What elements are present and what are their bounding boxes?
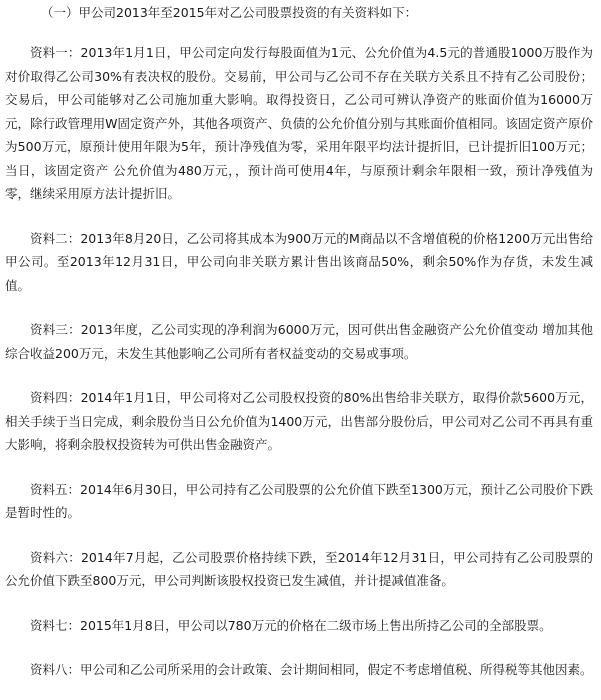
material-7-paragraph: 资料七：2015年1月8日，甲公司以780万元的价格在二级市场上售出所持乙公司的全部股票。 <box>30 617 552 633</box>
material-6-paragraph: 资料六：2014年7月起，乙公司股票价格持续下跌，至2014年12月31日，甲公司持有乙公司股票的公允价值下跌至800万元，甲公司判断该股权投资已发生减值，并计提减值准备。 <box>5 549 593 588</box>
material-8-paragraph: 资料八：甲公司和乙公司所采用的会计政策、会计期间相同，假定不考虑增值税、所得税等其他因素。 <box>30 662 593 677</box>
section-heading: （一）甲公司2013年至2015年对乙公司股票投资的有关资料如下： <box>41 5 418 20</box>
material-5-paragraph: 资料五：2014年6月30日，甲公司持有乙公司股票的公允价值下跌至1300万元，预计乙公司股价下跌是暂时性的。 <box>5 481 593 520</box>
material-3-paragraph: 资料三：2013年度，乙公司实现的净利润为6000万元，因可供出售金融资产公允价值变动 增加其他综合收益200万元，未发生其他影响乙公司所有者权益变动的交易或事项。 <box>5 322 593 361</box>
material-1-paragraph: 资料一：2013年1月1日，甲公司定向发行每股面值为1元、公允价值为4.5元的普通股1000万股作为对价取得乙公司30%有表决权的股份。交易前，甲公司与乙公司不存在关联方关系且不持有乙公司股份；交易后，甲公司能够对乙公司施加重大影响。取得投资日，乙公司可辨认净资产的账面价值为16000万元，除行政管理用W固定资产外，其他各项资产、负债的公允价值分别与其账面价值相同。该固定资产原价为500万元，原预计使用年限为5年，预计净残值为零，采用年限平均法计提折旧，已计提折旧100万元；当日，该固定资产 公允价值为480万元，，预计尚可使用4年，与原预计剩余年限相一致，预计净残值为零，继续采用原方法计提折旧。 <box>5 45 593 201</box>
material-4-paragraph: 资料四：2014年1月1日，甲公司将对乙公司股权投资的80%出售给非关联方，取得价款5600万元，相关手续于当日完成，剩余股份当日公允价值为1400万元，出售部分股份后，甲公司对乙公司不再具有重大影响，将剩余股权投资转为可供出售金融资产。 <box>5 390 593 452</box>
material-2-paragraph: 资料二：2013年8月20日，乙公司将其成本为900万元的M商品以不含增值税的价格1200万元出售给甲公司。至2013年12月31日，甲公司向非关联方累计售出该商品50%，剩余50%作为存货，未发生减值。 <box>5 230 593 293</box>
